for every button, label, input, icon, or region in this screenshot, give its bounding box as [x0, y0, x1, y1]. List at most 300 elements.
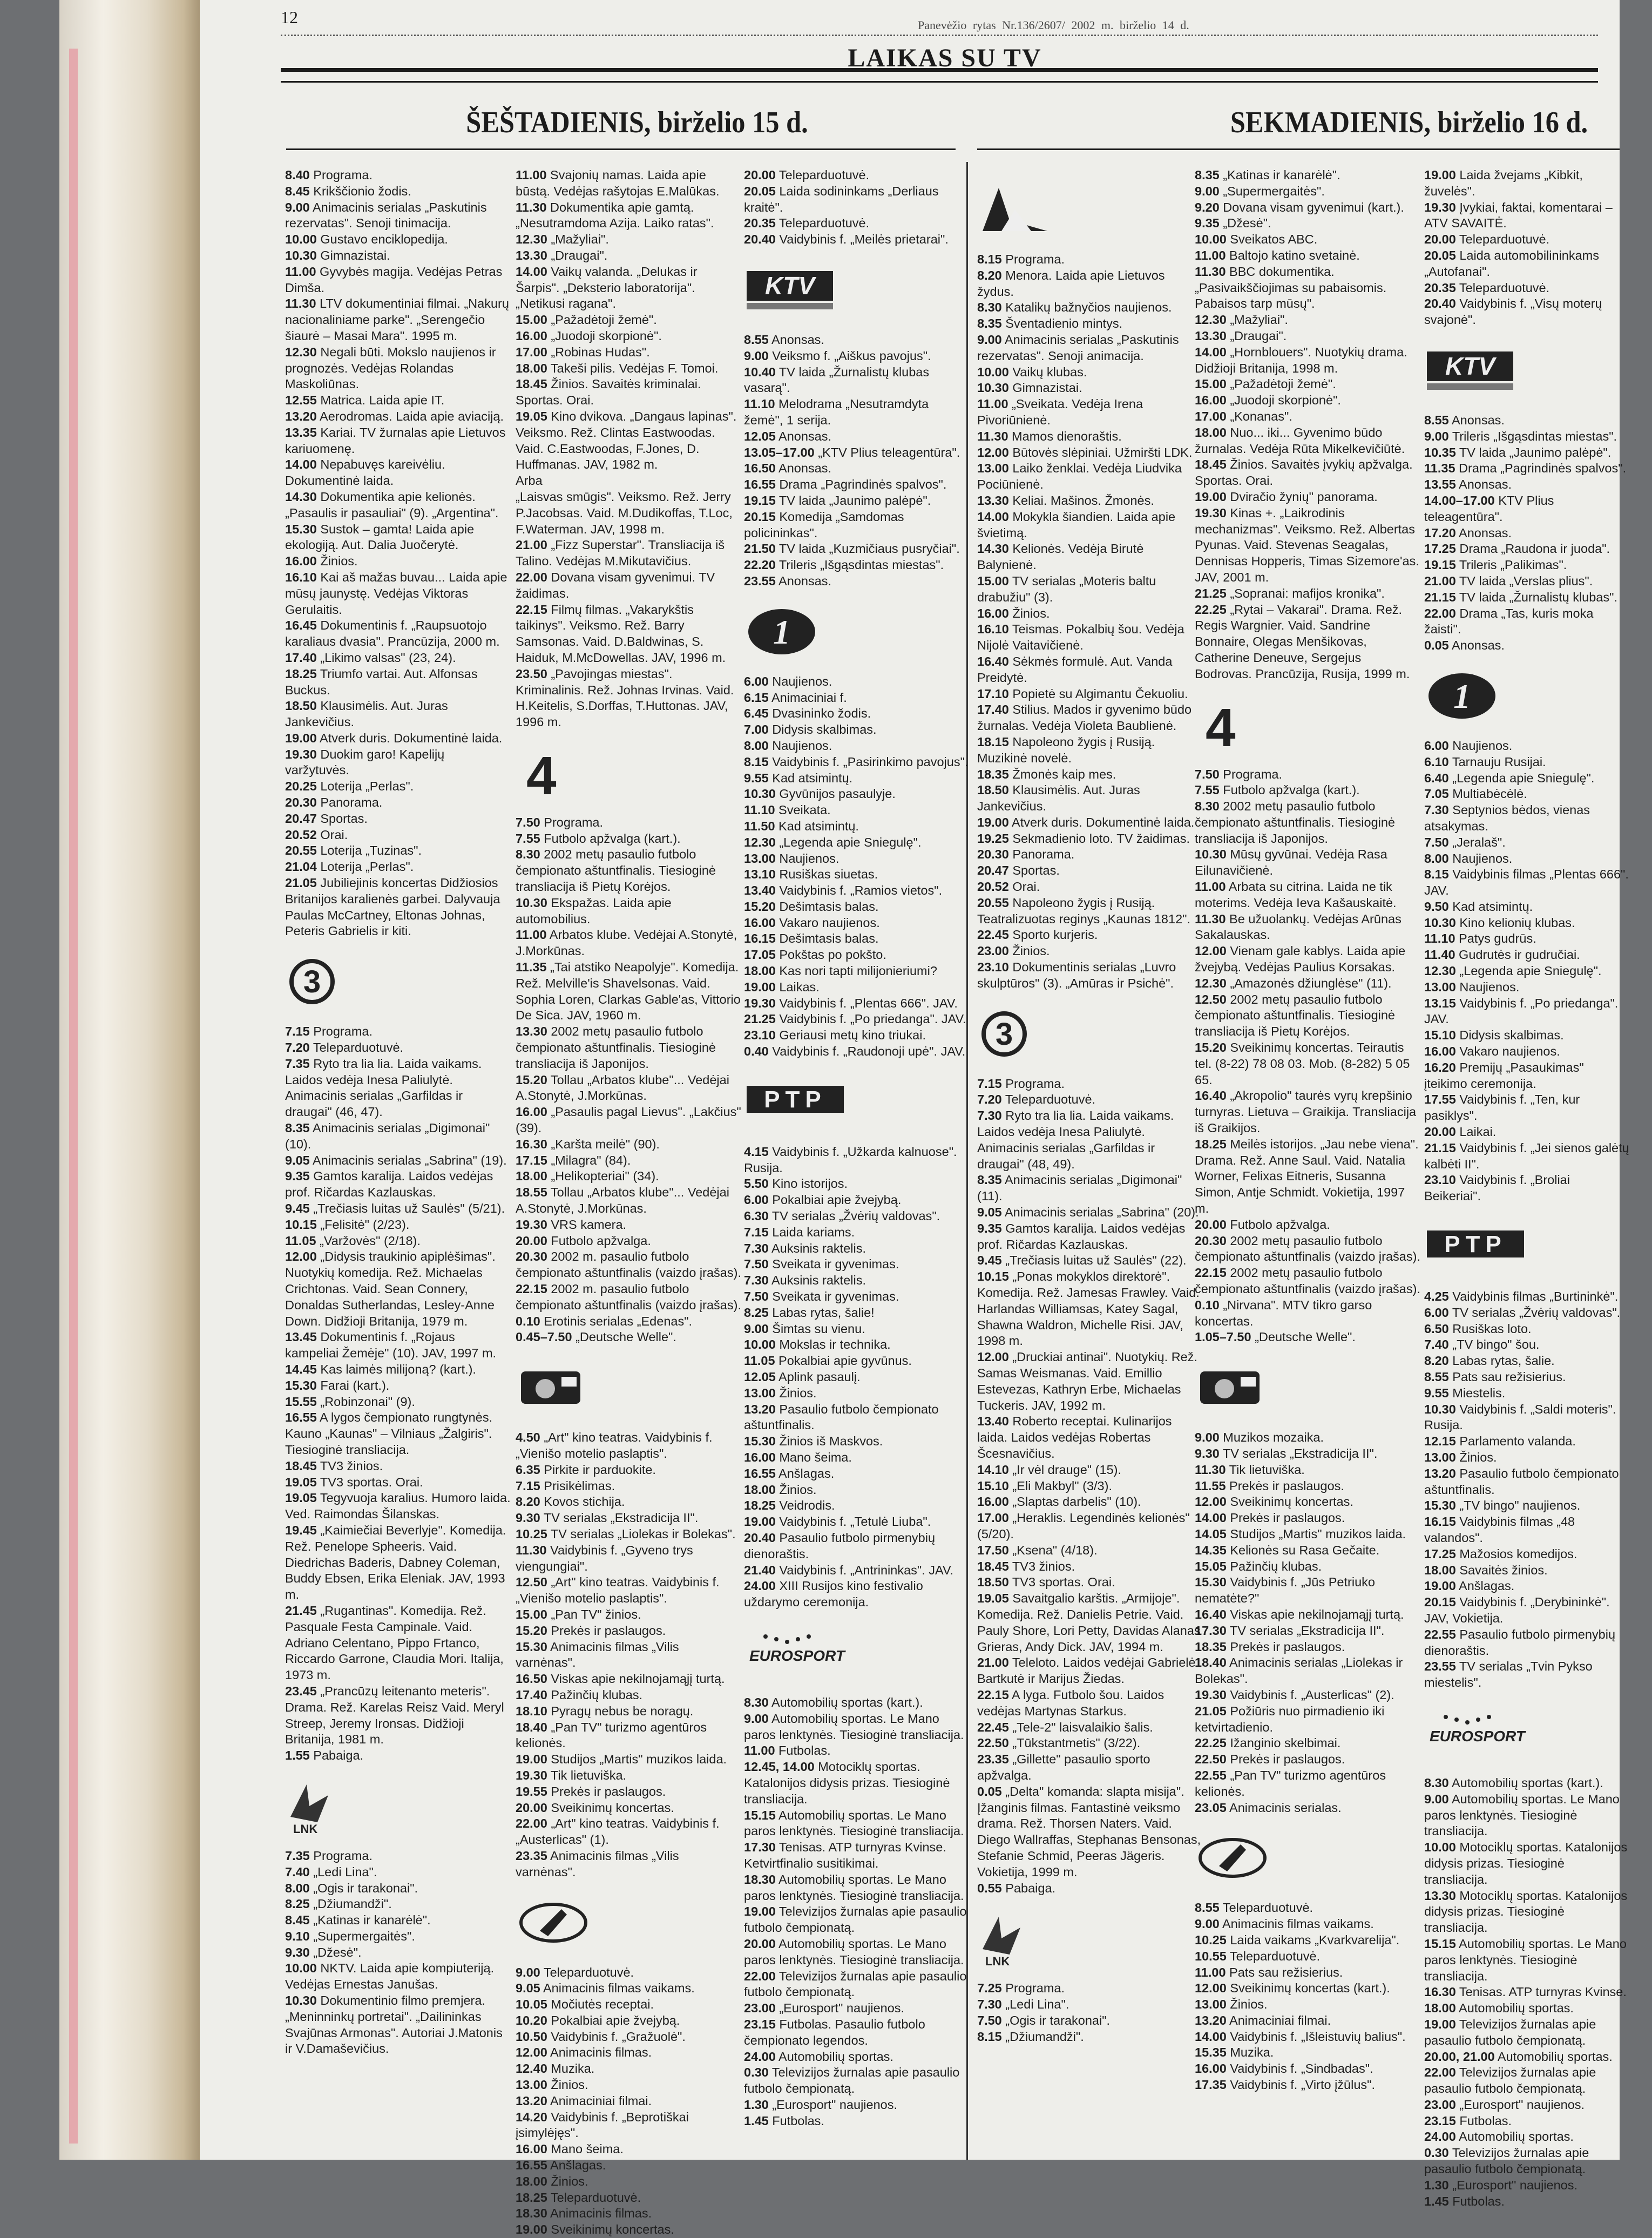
entry-title: TV laida „Jaunimo palėpė". [778, 493, 931, 508]
entry-time: 22.15 [516, 1282, 547, 1296]
schedule-entry [516, 1980, 742, 1997]
entry-title: Gamtos karalija. Laidos vedėjas prof. Ričardas Kazlauskas. [977, 1221, 1186, 1252]
entry-title: „Art" kino teatras. Vaidybinis f. „Vienišo motelio paslaptis". [516, 1430, 713, 1461]
publication-name: Panevėžio rytas [918, 18, 996, 32]
schedule-entry [285, 1896, 512, 1912]
schedule-entry [744, 1530, 971, 1563]
schedule-entry [285, 1362, 512, 1378]
schedule-entry [516, 666, 742, 731]
schedule-entry [744, 1385, 971, 1402]
entry-title: Animaciniai filmai. [550, 2093, 652, 2108]
entry-time: 11.05 [744, 1354, 775, 1368]
schedule-entry [1424, 1563, 1629, 1579]
entry-title: Farai (kart.). [320, 1378, 390, 1392]
entry-title: „Robinzonai" (9). [320, 1394, 415, 1409]
entry-title: Teismas. Pokalbių šou. Vedėja Nijolė Vaitavičienė. [977, 622, 1184, 653]
entry-title: „Kaimiečiai Beverlyje". Komedija. Rež. Penelope Spheeris. Vaid. Diedrichas Baderis, Dabney Coleman, Buddy Ebsen, Erika Eleniak. JAV, 1993 m. [285, 1523, 506, 1602]
section-rule [281, 81, 1598, 83]
schedule-entry [1424, 2049, 1629, 2065]
schedule-entry [1195, 184, 1421, 200]
schedule-entry [516, 2174, 742, 2190]
newspaper-page [200, 0, 1629, 2237]
schedule-entry [516, 1462, 742, 1478]
entry-title: Prekės ir paslaugos. [551, 1784, 666, 1798]
entry-time: 13.30 [516, 248, 547, 262]
schedule-entry [1195, 489, 1421, 505]
entry-time: 9.50 [1424, 899, 1449, 914]
entry-time: 18.45 [516, 377, 547, 391]
entry-time: 7.50 [744, 1257, 769, 1272]
schedule-entry [1424, 1402, 1629, 1434]
schedule-entry [1424, 996, 1629, 1028]
entry-title: Nepabuvęs kareivėliu. Dokumentinė laida. [285, 457, 445, 488]
entry-title: Klausimėlis. Aut. Juras Jankevičius. [285, 699, 448, 729]
entry-time: 23.00 [977, 944, 1009, 958]
entry-title: Tollau „Arbatos klube"... Vedėjai A.Stonytė, J.Morkūnas. [516, 1072, 729, 1103]
entry-title: Savaitgalio karštis. „Armijoje". Komedija. Rež. Danielis Petrie. Vaid. Pauly Shore, Lori Petty, Davidas Alanas Grieras, Andy Dick. JAV, 1994 m. [977, 1591, 1201, 1654]
entry-time: 4.25 [1424, 1289, 1449, 1304]
entry-title: Gyvybės magija. Vedėjas Petras Dimša. [285, 264, 503, 295]
entry-time: 0.45–7.50 [516, 1330, 572, 1344]
entry-title: „Slaptas darbelis" (10). [1012, 1495, 1141, 1509]
entry-time: 9.00 [1195, 1430, 1220, 1445]
entry-time: 11.30 [1195, 911, 1226, 926]
entry-time: 8.20 [1424, 1354, 1449, 1368]
entry-title: TV serialas „Liolekas ir Bolekas". [550, 1526, 736, 1541]
entry-title: Automobilių sportas. Le Mano paros lenktynės. Tiesioginė transliacija. [744, 1711, 964, 1742]
entry-title: „Ksena" (4/18). [1012, 1543, 1098, 1557]
ptp-logo-icon [1424, 1209, 1629, 1284]
entry-title: Napoleono žygis į Rusiją. Muzikinė novelė. [977, 734, 1155, 765]
entry-title: Animacinis serialas „Liolekas ir Bolekas". [1195, 1655, 1403, 1686]
entry-title: Muzikos mozaika. [1223, 1430, 1324, 1445]
schedule-entry [744, 1289, 971, 1305]
svg-text:EUROSPORT: EUROSPORT [1430, 1727, 1525, 1745]
entry-title: Televizijos žurnalas apie pasaulio futbolo čempionatą. [1424, 2146, 1589, 2176]
entry-title: Drama „Pagrindinės spalvos". [1459, 461, 1627, 476]
entry-title: Matrica. Laida apie IT. [320, 393, 445, 408]
entry-title: Animacinis filmas „Vilis varnėnas". [516, 1848, 679, 1879]
svg-text:1: 1 [773, 612, 790, 651]
schedule-entry [285, 666, 512, 699]
schedule-entry [516, 1720, 742, 1752]
schedule-entry [1424, 1498, 1629, 1514]
entry-title: Teleparduotuvė. [778, 168, 870, 182]
entry-time: 11.35 [516, 960, 547, 975]
entry-time: 14.30 [977, 542, 1009, 556]
entry-title: Vaidybinis f. „Išleistuvių balius". [1230, 2029, 1406, 2044]
entry-time: 11.00 [516, 168, 547, 182]
entry-time: 11.30 [1195, 1462, 1226, 1477]
entry-title: Televizijos žurnalas apie pasaulio futbolo čempionatą. [1424, 2017, 1596, 2047]
schedule-entry [1424, 1450, 1629, 1466]
entry-time: 22.55 [1424, 1627, 1456, 1641]
entry-title: Sveikata ir gyvenimas. [772, 1257, 899, 1272]
channel4-logo-icon [1195, 687, 1421, 762]
entry-title: Patys gudrūs. [1459, 931, 1536, 946]
schedule-entry [285, 1490, 512, 1523]
entry-title: Mano šeima. [551, 2142, 624, 2156]
schedule-entry [977, 1221, 1204, 1253]
entry-time: 8.55 [744, 332, 769, 347]
schedule-entry [744, 2065, 971, 2097]
entry-title: Atverk duris. Dokumentinė laida. [320, 731, 503, 745]
entry-title: Ekspažas. Laida apie automobilius. [516, 895, 672, 926]
entry-time: 17.00 [516, 344, 547, 359]
entry-title: Programa. [1005, 1981, 1065, 1996]
entry-title: „Pan TV" turizmo agentūros kelionės. [516, 1720, 707, 1750]
entry-title: Vaidybinis f. „Broliai Beikeriai". [1424, 1173, 1570, 1203]
schedule-entry [285, 1929, 512, 1945]
schedule-entry [1424, 1044, 1629, 1060]
schedule-entry [977, 1172, 1204, 1205]
schedule-entry [516, 2158, 742, 2174]
schedule-entry [744, 1027, 971, 1044]
entry-time: 23.45 [285, 1683, 317, 1698]
entry-title: Anonsas. [778, 461, 832, 476]
entry-time: 13.15 [1424, 996, 1456, 1010]
schedule-entry [977, 1494, 1204, 1510]
schedule-column-3 [744, 167, 971, 2160]
entry-time: 21.00 [516, 538, 547, 552]
entry-title: Gudrutės ir gudručiai. [1459, 948, 1580, 962]
schedule-entry [744, 1192, 971, 1208]
entry-title: Tenisas. ATP turnyras Kvinse. [1459, 1985, 1627, 1999]
entry-time: 9.55 [1424, 1385, 1449, 1400]
entry-time: 9.35 [977, 1221, 1002, 1235]
entry-time: 16.15 [1424, 1514, 1456, 1529]
entry-title: Anšlagas. [778, 1466, 835, 1480]
schedule-entry [516, 847, 742, 895]
schedule-entry [744, 1711, 971, 1743]
entry-time: 11.10 [1424, 931, 1455, 946]
entry-title: „Laisvas smūgis". Veiksmo. Rež. Jerry P.Jacobsas. Vaid. M.Dudikoffas, T.Loc, F.Waterman. JAV, 1998 m. [516, 489, 733, 536]
entry-title: Laida vaikams „Kvarkvarelija". [1230, 1932, 1400, 1947]
schedule-entry [744, 1402, 971, 1434]
entry-title: „Art" kino teatras. Vaidybinis f. „Austerlicas" (1). [516, 1816, 720, 1847]
entry-time: 16.00 [1195, 393, 1227, 408]
schedule-entry [516, 376, 742, 409]
entry-title: Pasaulio futbolo pirmenybių dienoraštis. [744, 1530, 936, 1561]
entry-time: 12.05 [744, 1370, 776, 1384]
entry-title: 2002 m. pasaulio futbolo čempionato aštuntfinalis (vaizdo įrašas). [516, 1282, 741, 1312]
entry-time: 19.55 [516, 1784, 547, 1798]
svg-text:1: 1 [1453, 677, 1471, 715]
schedule-entry [1195, 344, 1421, 377]
schedule-entry [744, 819, 971, 835]
entry-time: 15.00 [516, 313, 547, 327]
channel3-logo-icon [977, 996, 1204, 1072]
entry-title: Dokumentinis f. „Rojaus kampeliai Žemėje" (10). JAV, 1997 m. [285, 1330, 497, 1361]
schedule-entry [1195, 602, 1421, 682]
entry-time: 12.55 [285, 393, 317, 408]
schedule-entry [1195, 1574, 1421, 1607]
entry-title: TV serialas „Ekstradicija II". [1222, 1446, 1378, 1461]
schedule-entry [977, 541, 1204, 573]
schedule-entry [977, 445, 1204, 461]
entry-title: LTV dokumentiniai filmai. „Nakurų nacionaliniame parke". „Serengečio šiaurė – Masai Mara". 1995 m. [285, 296, 509, 343]
entry-time: 5.50 [744, 1177, 769, 1191]
schedule-entry [1424, 1659, 1629, 1691]
entry-time: 23.55 [744, 573, 776, 588]
entry-time: 21.00 [1424, 573, 1456, 588]
entry-time: 10.25 [516, 1526, 547, 1541]
entry-time: 15.20 [1195, 1040, 1227, 1055]
entry-time: 19.25 [977, 831, 1009, 846]
entry-time: 12.15 [1424, 1434, 1456, 1449]
schedule-entry [516, 1784, 742, 1800]
entry-time: 0.30 [1424, 2146, 1449, 2160]
schedule-entry [977, 621, 1204, 654]
entry-time: 10.30 [977, 381, 1009, 395]
schedule-entry [516, 1607, 742, 1623]
schedule-entry [977, 734, 1204, 767]
schedule-entry [977, 1687, 1204, 1720]
schedule-entry [1195, 799, 1421, 847]
entry-time: 13.20 [1424, 1466, 1456, 1480]
schedule-entry [285, 553, 512, 570]
entry-time: 6.00 [1424, 738, 1449, 753]
schedule-entry [516, 537, 742, 570]
entry-time: 13.00 [977, 461, 1009, 476]
schedule-entry [977, 1543, 1204, 1559]
entry-time: 12.00 [977, 445, 1009, 459]
entry-time: 12.50 [516, 1575, 547, 1590]
schedule-entry [744, 167, 971, 184]
entry-time: 8.00 [285, 1881, 310, 1895]
entry-time: 8.15 [744, 754, 769, 769]
schedule-entry [1424, 573, 1629, 590]
entry-time: 18.55 [516, 1185, 547, 1200]
entry-time: 19.15 [1424, 558, 1456, 572]
entry-title: Laida sodininkams „Derliaus kraitė". [744, 184, 939, 214]
entry-time: 17.15 [516, 1153, 547, 1167]
entry-title: Vaidybinis f. „Virto įžūlus". [1230, 2078, 1376, 2092]
entry-time: 9.00 [1195, 1917, 1220, 1931]
schedule-entry [285, 393, 512, 409]
schedule-entry [1195, 457, 1421, 489]
schedule-entry [285, 1394, 512, 1410]
schedule-entry [516, 264, 742, 312]
schedule-entry [977, 1591, 1204, 1655]
schedule-entry [1424, 2017, 1629, 2049]
entry-time: 9.05 [285, 1153, 310, 1167]
entry-time: 20.15 [1424, 1595, 1456, 1610]
schedule-entry [285, 1993, 512, 2057]
schedule-entry [744, 1450, 971, 1466]
entry-time: 19.00 [1424, 168, 1456, 182]
entry-title: Vaidybinis filmas „48 valandos". [1424, 1514, 1575, 1545]
schedule-entry [1424, 802, 1629, 835]
svg-text:3: 3 [995, 1016, 1013, 1052]
entry-title: Motociklų sportas. Katalonijos didysis prizas. Tiesioginė transliacija. [1424, 1840, 1628, 1887]
entry-title: „Legenda apie Sniegulę". [779, 835, 922, 849]
schedule-entry [977, 573, 1204, 606]
schedule-entry [516, 1816, 742, 1848]
entry-title: Automobilių sportas. [778, 2049, 893, 2064]
entry-time: 6.10 [1424, 754, 1449, 769]
entry-title: Tenisas. ATP turnyras Kvinse. Ketvirtfinalio susitikimai. [744, 1840, 946, 1870]
schedule-entry [977, 1881, 1204, 1897]
entry-time: 10.30 [1195, 847, 1227, 862]
entry-title: Stilius. Mados ir gyvenimo būdo žurnalas. Vedėja Violeta Baublienė. [977, 702, 1192, 733]
entry-time: 22.55 [1195, 1768, 1227, 1782]
schedule-entry [1195, 215, 1421, 232]
entry-time: 15.10 [977, 1478, 1009, 1493]
schedule-entry [977, 2029, 1204, 2045]
entry-time: 6.15 [744, 690, 769, 705]
entry-time: 11.30 [1195, 264, 1226, 279]
entry-time: 6.30 [744, 1209, 769, 1223]
entry-title: Įvykiai, faktai, komentarai – ATV SAVAITĖ. [1424, 200, 1613, 231]
schedule-entry [516, 1478, 742, 1495]
entry-time: 18.35 [977, 767, 1009, 781]
entry-time: 13.00 [1424, 1450, 1456, 1464]
entry-title: Be užuolankų. Vedėjas Arūnas Sakalauskas. [1195, 911, 1402, 942]
entry-time: 13.55 [1424, 477, 1456, 492]
entry-title: TV serialas „Tvin Pyksо miestelis". [1424, 1659, 1593, 1690]
entry-title: Automobilių sportas. [1459, 2001, 1574, 2016]
entry-time: 7.00 [744, 722, 769, 737]
entry-title: Dovana visam gyvenimui (kart.). [1223, 200, 1404, 214]
entry-title: Žinios. [551, 2078, 588, 2092]
entry-title: Animacinis filmas. [550, 2206, 652, 2221]
schedule-entry [1424, 248, 1629, 280]
schedule-entry [744, 2113, 971, 2129]
entry-time: 18.30 [516, 2206, 547, 2221]
entry-time: 16.00 [516, 1105, 547, 1119]
entry-time: 22.15 [977, 1687, 1009, 1702]
entry-time: 17.00 [977, 1511, 1009, 1525]
schedule-entry [1424, 1627, 1629, 1659]
schedule-entry [1424, 1385, 1629, 1402]
schedule-entry [977, 1574, 1204, 1591]
entry-time: 23.00 [1424, 2097, 1456, 2112]
entry-title: Napoleono žygis į Rusiją. Teatralizuotas reginys „Kaunas 1812". [977, 895, 1191, 926]
entry-time: 20.40 [1424, 296, 1456, 311]
entry-title: „Trečiasis luitas už Saulės" (5/21). [313, 1201, 505, 1216]
schedule-entry [977, 1752, 1204, 1784]
entry-title: Vaidybinis f. „Užkarda kalnuose". Rusija. [744, 1144, 957, 1175]
entry-title: Gimnazistai. [320, 248, 390, 262]
schedule-entry [285, 200, 512, 232]
schedule-entry [285, 1233, 512, 1249]
entry-time: 18.00 [516, 1169, 547, 1184]
entry-title: Vaidybinis f. „Pasirinkimo pavojus". [772, 754, 969, 769]
entry-time: 18.35 [1195, 1639, 1227, 1654]
schedule-entry [285, 1378, 512, 1394]
entry-title: Pirkite ir parduokite. [544, 1462, 656, 1477]
schedule-entry [285, 795, 512, 811]
schedule-entry [1195, 1446, 1421, 1462]
schedule-entry [516, 1543, 742, 1575]
entry-title: 2002 metų pasaulio futbolo čempionato aštuntfinalis (vaizdo įrašas). [1195, 1266, 1420, 1296]
entry-title: Multiabėcėlė. [1452, 787, 1527, 801]
schedule-entry [1424, 638, 1629, 654]
book-binding [59, 0, 205, 2160]
entry-time: 19.05 [516, 409, 547, 423]
schedule-entry [285, 1848, 512, 1864]
schedule-entry [744, 348, 971, 364]
entry-time: 16.15 [744, 931, 776, 946]
entry-title: Tik lietuviška. [550, 1768, 627, 1782]
saturday-title: ŠEŠTADIENIS, birželio 15 d. [466, 106, 808, 139]
entry-title: „Legenda apie Sniegulę". [1459, 964, 1602, 978]
schedule-entry [1195, 1687, 1421, 1703]
schedule-entry [1195, 2029, 1421, 2045]
schedule-entry [744, 1369, 971, 1385]
schedule-entry [1195, 1510, 1421, 1526]
entry-title: Šimtas su vienu. [772, 1321, 865, 1336]
entry-time: 10.30 [285, 1993, 317, 2008]
schedule-entry [1424, 2000, 1629, 2017]
schedule-entry [977, 1092, 1204, 1108]
schedule-entry [285, 1864, 512, 1881]
entry-time: 21.05 [285, 876, 317, 890]
schedule-entry [977, 461, 1204, 493]
entry-time: 8.20 [977, 268, 1002, 282]
entry-title: Dešimtasis balas. [779, 931, 879, 946]
entry-title: Motociklų sportas. Katalonijos didysis prizas. Tiesioginė transliacija. [1424, 1888, 1628, 1935]
entry-time: 14.00 [516, 264, 547, 279]
entry-time: 9.30 [1195, 1446, 1220, 1461]
entry-title: Loterija „Perlas". [320, 860, 414, 874]
schedule-entry [285, 1960, 512, 1993]
entry-title: Negali būti. Mokslo naujienos ir prognozės. Vedėjas Rolandas Maskoliūnas. [285, 344, 496, 391]
entry-title: TV laida „Kuzmičiaus pusryčiai". [778, 542, 960, 556]
entry-time: 23.15 [744, 2017, 776, 2031]
schedule-entry [977, 396, 1204, 429]
entry-time: 14.45 [285, 1362, 317, 1376]
entry-time: 9.10 [285, 1929, 310, 1943]
entry-title: Programa. [313, 1024, 373, 1039]
schedule-entry [1195, 1607, 1421, 1623]
entry-title: Žmonės kaip mes. [1012, 767, 1116, 781]
entry-title: Katalikų bažnyčios naujienos. [1005, 300, 1172, 315]
entry-title: „Džesė". [1223, 216, 1271, 231]
entry-title: Komedija „Samdomas policininkas". [744, 509, 904, 540]
entry-time: 7.30 [1424, 803, 1449, 817]
schedule-entry [1195, 1997, 1421, 2013]
entry-time: 13.00 [1424, 979, 1456, 994]
entry-time: 19.00 [1424, 1579, 1456, 1593]
entry-title: Dviračio žynių" panorama. [1230, 489, 1378, 504]
schedule-entry [516, 570, 742, 602]
entry-time: 12.00 [1195, 1981, 1227, 1996]
schedule-entry [516, 2141, 742, 2158]
entry-title: Premijų „Pasaukimas" įteikimo ceremonija. [1424, 1060, 1584, 1091]
entry-time: 7.25 [977, 1981, 1002, 1996]
entry-time: 12.40 [516, 2061, 547, 2076]
entry-time: 15.30 [285, 1378, 317, 1392]
entry-title: Labas rytas, šalie. [1452, 1354, 1555, 1368]
schedule-entry [744, 396, 971, 429]
schedule-entry [744, 1808, 971, 1840]
entry-time: 16.10 [977, 622, 1009, 637]
schedule-entry [744, 1936, 971, 1969]
entry-title: Kas nori tapti milijonieriumi? [779, 964, 937, 978]
entry-title: „Milagra" (84). [551, 1153, 631, 1167]
entry-title: Programa. [1223, 767, 1282, 781]
entry-time: 20.55 [977, 895, 1009, 910]
entry-title: Viskas apie nekilnojamąjį turtą. [551, 1672, 725, 1686]
schedule-entry [1195, 1559, 1421, 1575]
entry-time: 0.05 [1424, 638, 1449, 653]
schedule-entry [1195, 1265, 1421, 1297]
entry-time: 9.35 [285, 1169, 310, 1184]
schedule-entry [285, 489, 512, 522]
schedule-entry [977, 1076, 1204, 1092]
